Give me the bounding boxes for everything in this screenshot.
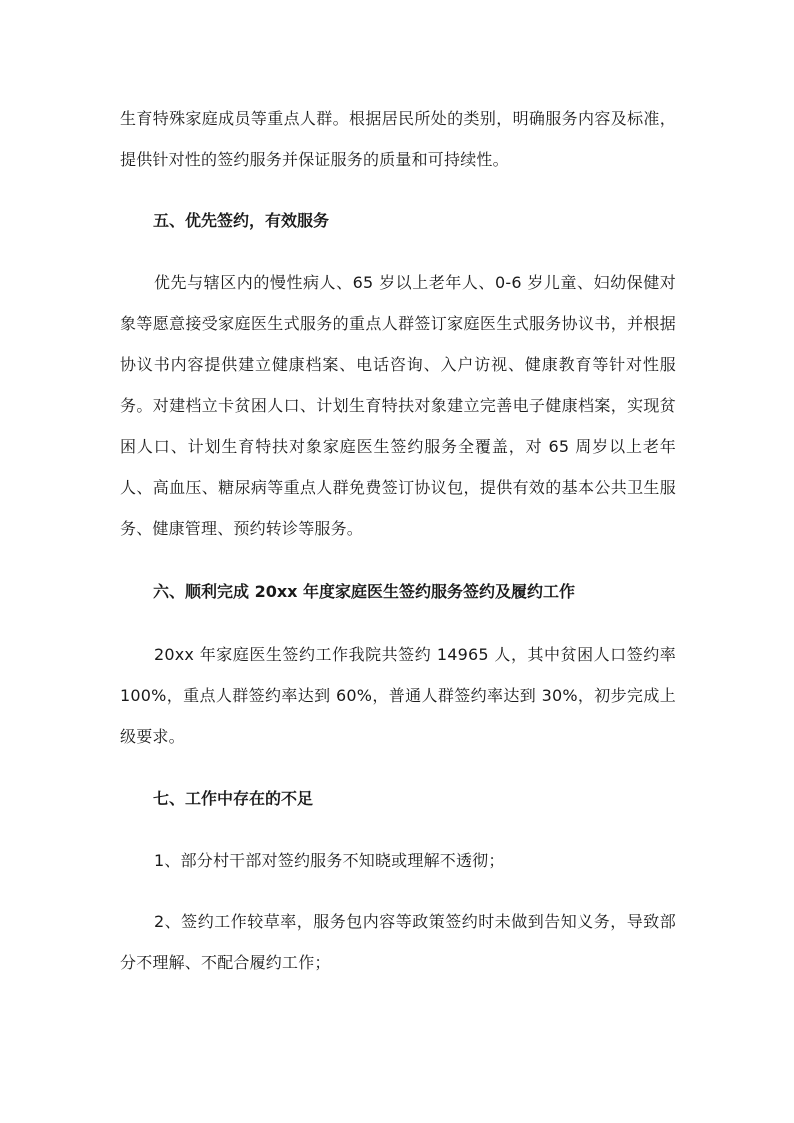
section-7-heading: 七、工作中存在的不足 <box>153 789 314 808</box>
section-7-item-1: 1、部分村干部对签约服务不知晓或理解不透彻； <box>154 851 505 870</box>
section-5-body: 优先与辖区内的慢性病人、65 岁以上老年人、0-6 岁儿童、妇幼保健对象等愿意接受家庭医生式服务的重点人群签订家庭医生式服务协议书，并根据协议书内容提供建立健康档案、电话咨询、入户访视、健康教育等针对性服务。对建档立卡贫困人口、计划生育特扶对象建立完善电子健康档案，实现贫困人口、计划生育特扶对象家庭医生签约服务全覆盖，对 65 周岁以上老年人、高血压、糖尿病等重点人群免费签订协议包，提供有效的基本公共卫生服务、健康管理、预约转诊等服务。 <box>120 273 676 538</box>
section-5-heading: 五、优先签约，有效服务 <box>153 211 330 230</box>
section-7-item-2: 2、签约工作较草率，服务包内容等政策签约时未做到告知义务，导致部分不理解、不配合履约工作； <box>120 912 676 972</box>
section-6-body: 20xx 年家庭医生签约工作我院共签约 14965 人，其中贫困人口签约率 100%，重点人群签约率达到 60%，普通人群签约率达到 30%，初步完成上级要求。 <box>120 645 676 746</box>
continuation-paragraph: 生育特殊家庭成员等重点人群。根据居民所处的类别，明确服务内容及标准，提供针对性的签约服务并保证服务的质量和可持续性。 <box>120 109 676 169</box>
section-6-heading: 六、顺利完成 20xx 年度家庭医生签约服务签约及履约工作 <box>153 582 576 601</box>
